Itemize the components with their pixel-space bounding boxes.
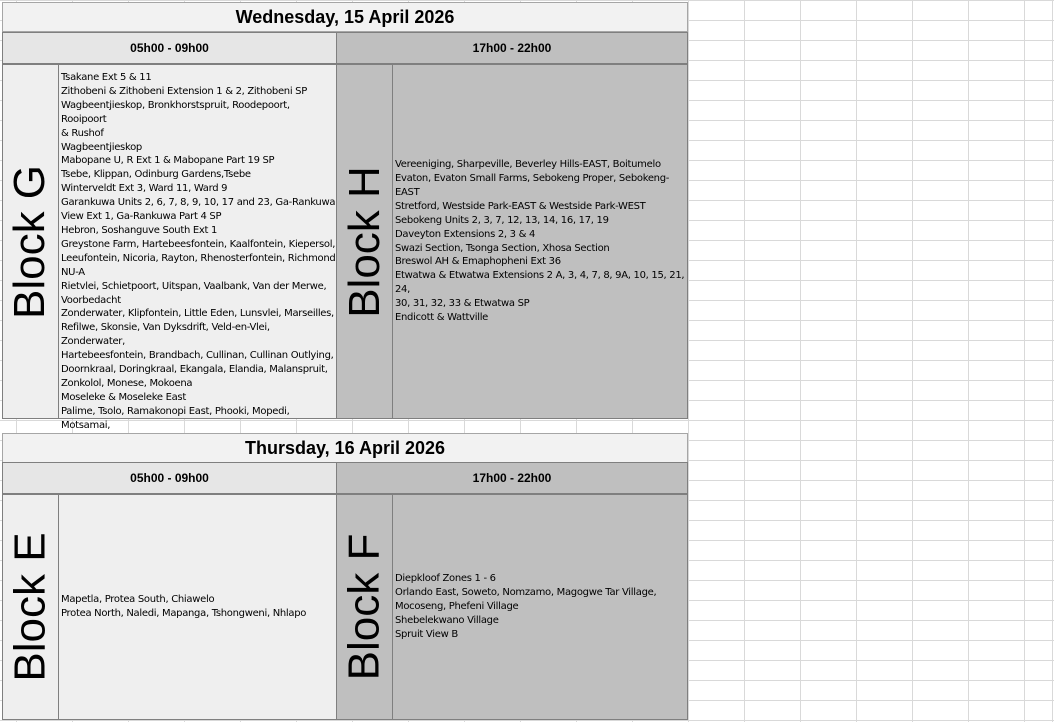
- area-line: Zonderwater, Klipfontein, Little Eden, Lunsvlei, Marseilles,: [61, 308, 334, 320]
- area-line: Winterveldt Ext 3, Ward 11, Ward 9: [61, 183, 228, 195]
- area-line: Vereeniging, Sharpeville, Beverley Hills-EAST, Boitumelo: [395, 159, 661, 171]
- area-line: Rietvlei, Schietpoort, Uitspan, Vaalbank, Van der Merwe,: [61, 280, 327, 292]
- area-line: Hartebeesfontein, Brandbach, Cullinan, Cullinan Outlying,: [61, 350, 334, 362]
- area-line: Sebokeng Units 2, 3, 7, 12, 13, 14, 16, 17, 19: [395, 214, 609, 226]
- block-label-cell[interactable]: [336, 494, 393, 720]
- area-line: & Rushof: [61, 127, 104, 139]
- area-line: Garankuwa Units 2, 6, 7, 8, 9, 10, 17 and 23, Ga-Rankuwa: [61, 197, 336, 209]
- block-label: Block F: [339, 533, 389, 681]
- area-line: Wagbeentjieskop, Bronkhorstspruit, Roodepoort, Rooipoort: [61, 99, 290, 125]
- area-line: Mabopane U, R Ext 1 & Mabopane Part 19 SP: [61, 155, 275, 167]
- time-slot-header[interactable]: 17h00 - 22h00: [336, 462, 688, 494]
- area-line: Voorbedacht: [61, 294, 121, 306]
- area-line: Zonkolol, Monese, Mokoena: [61, 377, 193, 389]
- area-line: Mapetla, Protea South, Chiawelo: [61, 594, 215, 606]
- block-label: Block H: [339, 165, 389, 318]
- area-line: Diepkloof Zones 1 - 6: [395, 573, 496, 585]
- areas-list: [395, 495, 687, 719]
- area-line: Palime, Tsolo, Ramakonopi East, Phooki, Mopedi, Motsamai,: [61, 405, 290, 431]
- time-slot-header[interactable]: 17h00 - 22h00: [336, 32, 688, 64]
- day-section: [2, 2, 688, 431]
- area-line: Tsebe, Klippan, Odinburg Gardens,Tsebe: [61, 169, 251, 181]
- area-line: Doornkraal, Doringkraal, Ekangala, Elandia, Malanspruit,: [61, 364, 328, 376]
- area-line: Evaton, Evaton Small Farms, Sebokeng Proper, Sebokeng-: [395, 172, 670, 184]
- area-line: Orlando East, Soweto, Nomzamo, Magogwe Tar Village,: [395, 587, 657, 599]
- areas-cell[interactable]: [58, 494, 337, 720]
- block-label-cell[interactable]: [336, 64, 393, 419]
- area-line: Wagbeentjieskop: [61, 141, 142, 153]
- areas-list: [61, 71, 336, 431]
- areas-list: [61, 495, 336, 719]
- area-line: Swazi Section, Tsonga Section, Xhosa Section: [395, 242, 610, 254]
- block-label-cell[interactable]: [2, 494, 59, 720]
- day-section: [2, 433, 688, 720]
- area-line: Breswol AH & Emaphopheni Ext 36: [395, 256, 561, 268]
- area-line: Shebelekwano Village: [395, 614, 499, 626]
- area-line: Tsakane Ext 5 & 11: [61, 72, 152, 83]
- area-line: Zithobeni & Zithobeni Extension 1 & 2, Zithobeni SP: [61, 85, 307, 97]
- area-line: Moseleke & Moseleke East: [61, 391, 186, 403]
- time-slot-header[interactable]: 05h00 - 09h00: [2, 462, 337, 494]
- grid-column-line: [744, 0, 745, 722]
- area-line: Etwatwa & Etwatwa Extensions 2 A, 3, 4, 7, 8, 9A, 10, 15, 21, 24,: [395, 270, 685, 296]
- area-line: Stretford, Westside Park-EAST & Westside Park-WEST: [395, 200, 646, 212]
- area-line: 30, 31, 32, 33 & Etwatwa SP: [395, 298, 530, 310]
- area-line: Refilwe, Skonsie, Van Dyksdrift, Veld-en-Vlei, Zonderwater,: [61, 322, 270, 348]
- areas-cell[interactable]: [392, 494, 688, 720]
- day-title[interactable]: Thursday, 16 April 2026: [2, 433, 688, 463]
- grid-column-line: [688, 0, 689, 722]
- areas-cell[interactable]: [392, 64, 688, 419]
- area-line: Spruit View B: [395, 628, 458, 640]
- block-label: Block E: [5, 532, 55, 682]
- area-line: Greystone Farm, Hartebeesfontein, Kaalfontein, Kiepersol,: [61, 238, 336, 250]
- time-slot-header[interactable]: 05h00 - 09h00: [2, 32, 337, 64]
- block-label: Block G: [5, 164, 55, 319]
- area-line: Hebron, Soshanguve South Ext 1: [61, 224, 218, 236]
- day-title[interactable]: Wednesday, 15 April 2026: [2, 2, 688, 32]
- areas-list: [395, 65, 687, 418]
- grid-column-line: [1052, 0, 1053, 722]
- area-line: Protea North, Naledi, Mapanga, Tshongweni, Nhlapo: [61, 608, 307, 619]
- area-line: Mocoseng, Phefeni Village: [395, 601, 519, 613]
- block-label-cell[interactable]: [2, 64, 59, 419]
- area-line: NU-A: [61, 266, 85, 278]
- area-line: EAST: [395, 186, 420, 198]
- area-line: View Ext 1, Ga-Rankuwa Part 4 SP: [61, 211, 222, 223]
- area-line: Daveyton Extensions 2, 3 & 4: [395, 228, 536, 240]
- areas-cell[interactable]: [58, 64, 337, 431]
- area-line: Leeufontein, Nicoria, Rayton, Rhenosterfontein, Richmond: [61, 252, 336, 264]
- area-line: Endicott & Wattville: [395, 312, 489, 324]
